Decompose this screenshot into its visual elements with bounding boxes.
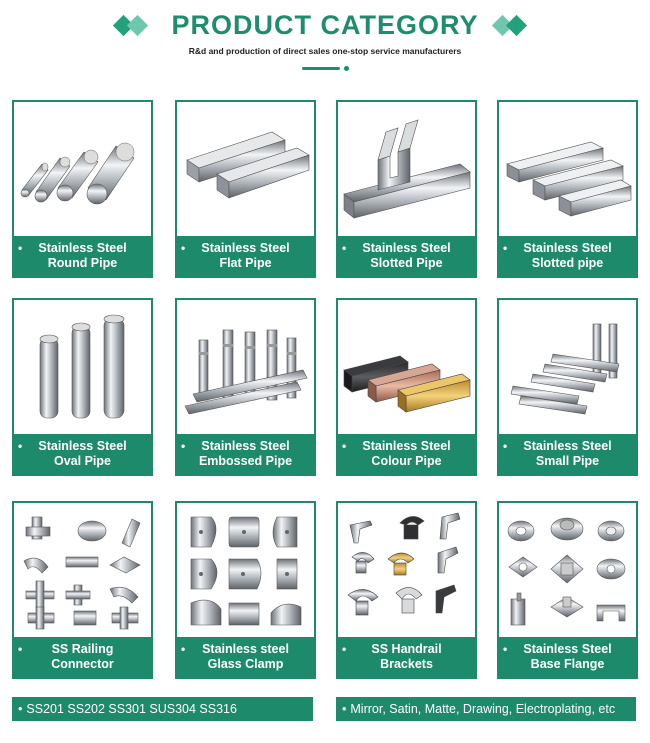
- product-label: [338, 434, 475, 474]
- product-card-slotted-pipe-2[interactable]: [497, 100, 638, 278]
- page-subtitle: R&d and production of direct sales one-stop service manufacturers: [188, 46, 462, 56]
- product-name-line1: Stainless Steel: [523, 642, 612, 656]
- product-label: [499, 236, 636, 276]
- flat-pipe-image: [177, 102, 314, 236]
- product-name-line2: Glass Clamp: [207, 657, 284, 671]
- product-name-line2: Flat Pipe: [219, 256, 272, 270]
- handrail-brackets-image: [338, 503, 475, 637]
- bullet-icon: •: [342, 642, 347, 656]
- surface-finishes-bar: [336, 697, 636, 721]
- product-name-line2: Embossed Pipe: [198, 454, 293, 468]
- product-name-line2: Colour Pipe: [371, 454, 442, 468]
- product-label: [338, 236, 475, 276]
- title-underline: [302, 67, 340, 70]
- page-header: [0, 0, 650, 80]
- material-grades-text: SS201 SS202 SS301 SUS304 SS316: [26, 702, 237, 716]
- oval-pipe-image: [14, 300, 151, 434]
- product-label: [499, 637, 636, 677]
- product-card-round-pipe[interactable]: [12, 100, 153, 278]
- bullet-icon: •: [342, 439, 347, 453]
- product-card-base-flange[interactable]: [497, 501, 638, 679]
- product-card-slotted-pipe[interactable]: [336, 100, 477, 278]
- product-label: [499, 434, 636, 474]
- bullet-icon: •: [18, 642, 23, 656]
- page-title: PRODUCT CATEGORY: [171, 10, 479, 40]
- glass-clamp-image: [177, 503, 314, 637]
- product-name-line1: Stainless Steel: [362, 439, 451, 453]
- title-underline-dot: [344, 66, 349, 71]
- product-name-line1: SS Handrail: [371, 642, 442, 656]
- railing-connector-image: [14, 503, 151, 637]
- slotted-pipe-image: [338, 102, 475, 236]
- product-label: [177, 637, 314, 677]
- bullet-icon: •: [18, 702, 23, 716]
- product-card-small-pipe[interactable]: [497, 298, 638, 476]
- product-card-flat-pipe[interactable]: [175, 100, 316, 278]
- product-card-handrail-brackets[interactable]: [336, 501, 477, 679]
- bullet-icon: •: [503, 241, 508, 255]
- product-name-line1: Stainless steel: [202, 642, 289, 656]
- product-name-line1: Stainless Steel: [523, 439, 612, 453]
- product-card-oval-pipe[interactable]: [12, 298, 153, 476]
- product-name-line2: Slotted Pipe: [370, 256, 443, 270]
- product-name-line1: Stainless Steel: [38, 439, 127, 453]
- bullet-icon: •: [342, 241, 347, 255]
- bullet-icon: •: [342, 702, 347, 716]
- embossed-pipe-image: [177, 300, 314, 434]
- material-grades-bar: [12, 697, 313, 721]
- product-name-line1: Stainless Steel: [38, 241, 127, 255]
- product-name-line1: Stainless Steel: [523, 241, 612, 255]
- product-label: [177, 236, 314, 276]
- product-label: [14, 637, 151, 677]
- product-label: [177, 434, 314, 474]
- product-card-railing-connector[interactable]: [12, 501, 153, 679]
- product-name-line1: Stainless Steel: [201, 439, 290, 453]
- product-name-line2: Brackets: [380, 657, 433, 671]
- base-flange-image: [499, 503, 636, 637]
- small-pipe-image: [499, 300, 636, 434]
- colour-pipe-image: [338, 300, 475, 434]
- product-label: [14, 434, 151, 474]
- product-name-line2: Connector: [51, 657, 114, 671]
- product-name-line1: SS Railing: [51, 642, 114, 656]
- product-card-embossed-pipe[interactable]: [175, 298, 316, 476]
- surface-finishes-text: Mirror, Satin, Matte, Drawing, Electroplating, etc: [350, 702, 616, 716]
- bullet-icon: •: [503, 642, 508, 656]
- product-name-line2: Oval Pipe: [54, 454, 111, 468]
- bullet-icon: •: [18, 439, 23, 453]
- product-name-line1: Stainless Steel: [201, 241, 290, 255]
- bullet-icon: •: [503, 439, 508, 453]
- product-name-line2: Round Pipe: [47, 256, 118, 270]
- bullet-icon: •: [181, 642, 186, 656]
- square-pipe-image: [499, 102, 636, 236]
- bullet-icon: •: [18, 241, 23, 255]
- product-name-line2: Base Flange: [530, 657, 605, 671]
- round-pipe-image: [14, 102, 151, 236]
- bullet-icon: •: [181, 439, 186, 453]
- product-label: [14, 236, 151, 276]
- product-name-line2: Small Pipe: [535, 454, 600, 468]
- product-label: [338, 637, 475, 677]
- product-card-glass-clamp[interactable]: [175, 501, 316, 679]
- diamond-decoration-right-icon: [493, 14, 533, 38]
- bullet-icon: •: [181, 241, 186, 255]
- product-name-line2: Slotted pipe: [531, 256, 604, 270]
- product-card-colour-pipe[interactable]: [336, 298, 477, 476]
- product-name-line1: Stainless Steel: [362, 241, 451, 255]
